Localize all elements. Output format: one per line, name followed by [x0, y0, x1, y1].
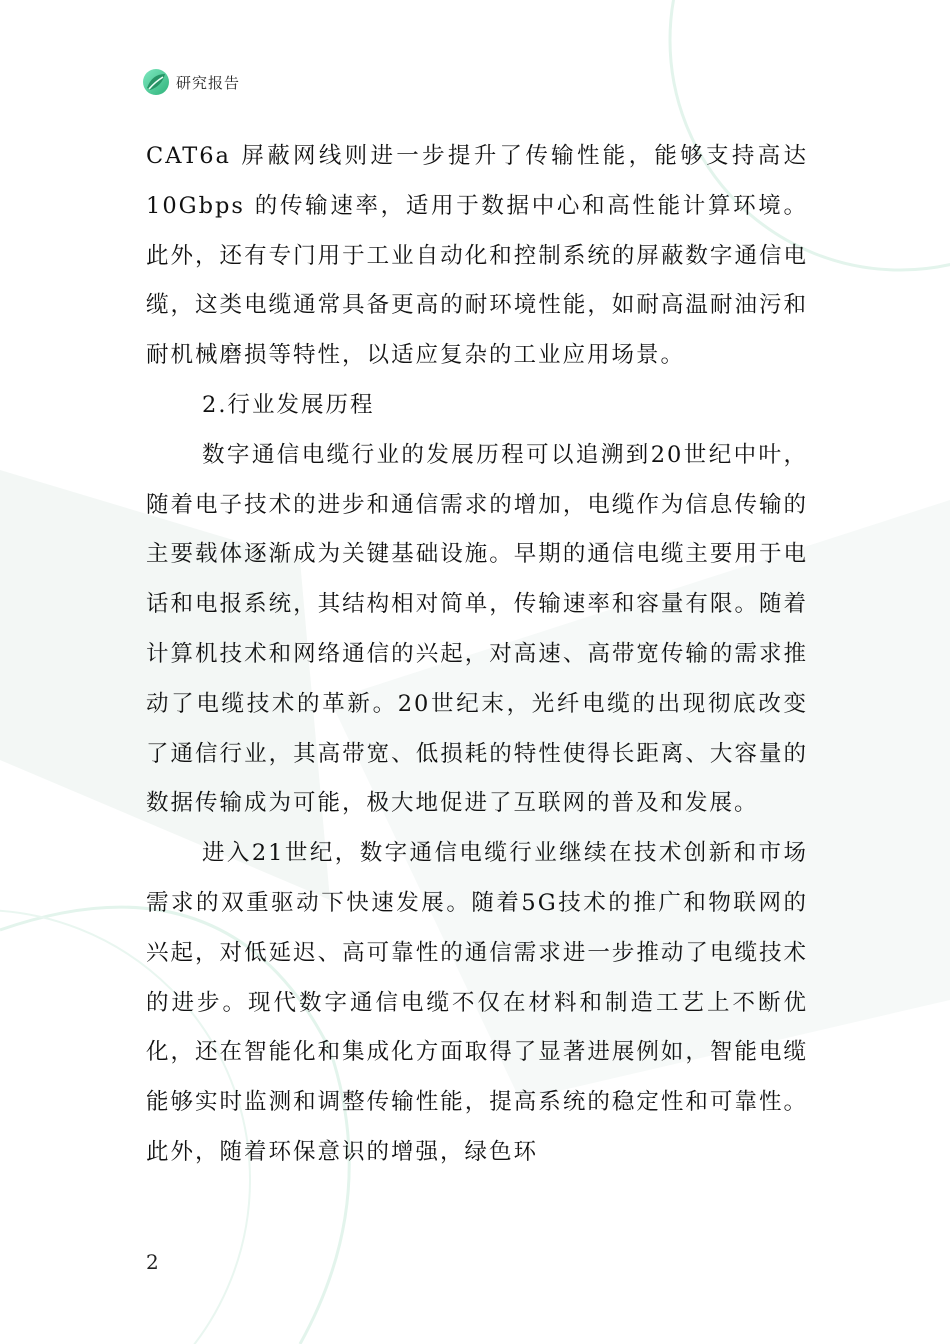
- report-header: [142, 66, 240, 98]
- section-heading: 2.行业发展历程: [202, 391, 375, 418]
- document-body: [146, 132, 808, 1178]
- paragraph-21st-century: 进入21世纪，数字通信电缆行业继续在技术创新和市场需求的双重驱动下快速发展。随着5G技术的推广和物联网的兴起，对低延迟、高可靠性的通信需求进一步推动了电缆技术的进步。现代数字通信电缆不仅在材料和制造工艺上不断优化，还在智能化和集成化方面取得了显著进展例如，智能电缆能够实时监测和调整传输性能，提高系统的稳定性和可靠性。此外，随着环保意识的增强，绿色环: [146, 840, 808, 1165]
- paragraph-cat6a: CAT6a 屏蔽网线则进一步提升了传输性能，能够支持高达10Gbps 的传输速率，适用于数据中心和高性能计算环境。此外，还有专门用于工业自动化和控制系统的屏蔽数字通信电缆，这类电缆通常具备更高的耐环境性能，如耐高温耐油污和耐机械磨损等特性，以适应复杂的工业应用场景。: [146, 143, 808, 369]
- header-title: 研究报告: [176, 73, 241, 92]
- leaf-logo-icon: [142, 68, 170, 96]
- page-number: 2: [146, 1250, 159, 1274]
- paragraph-history: 数字通信电缆行业的发展历程可以追溯到20世纪中叶，随着电子技术的进步和通信需求的增加，电缆作为信息传输的主要载体逐渐成为关键基础设施。早期的通信电缆主要用于电话和电报系统，其结构相对简单，传输速率和容量有限。随着计算机技术和网络通信的兴起，对高速、高带宽传输的需求推动了电缆技术的革新。20世纪末，光纤电缆的出现彻底改变了通信行业，其高带宽、低损耗的特性使得长距离、大容量的数据传输成为可能，极大地促进了互联网的普及和发展。: [146, 441, 808, 817]
